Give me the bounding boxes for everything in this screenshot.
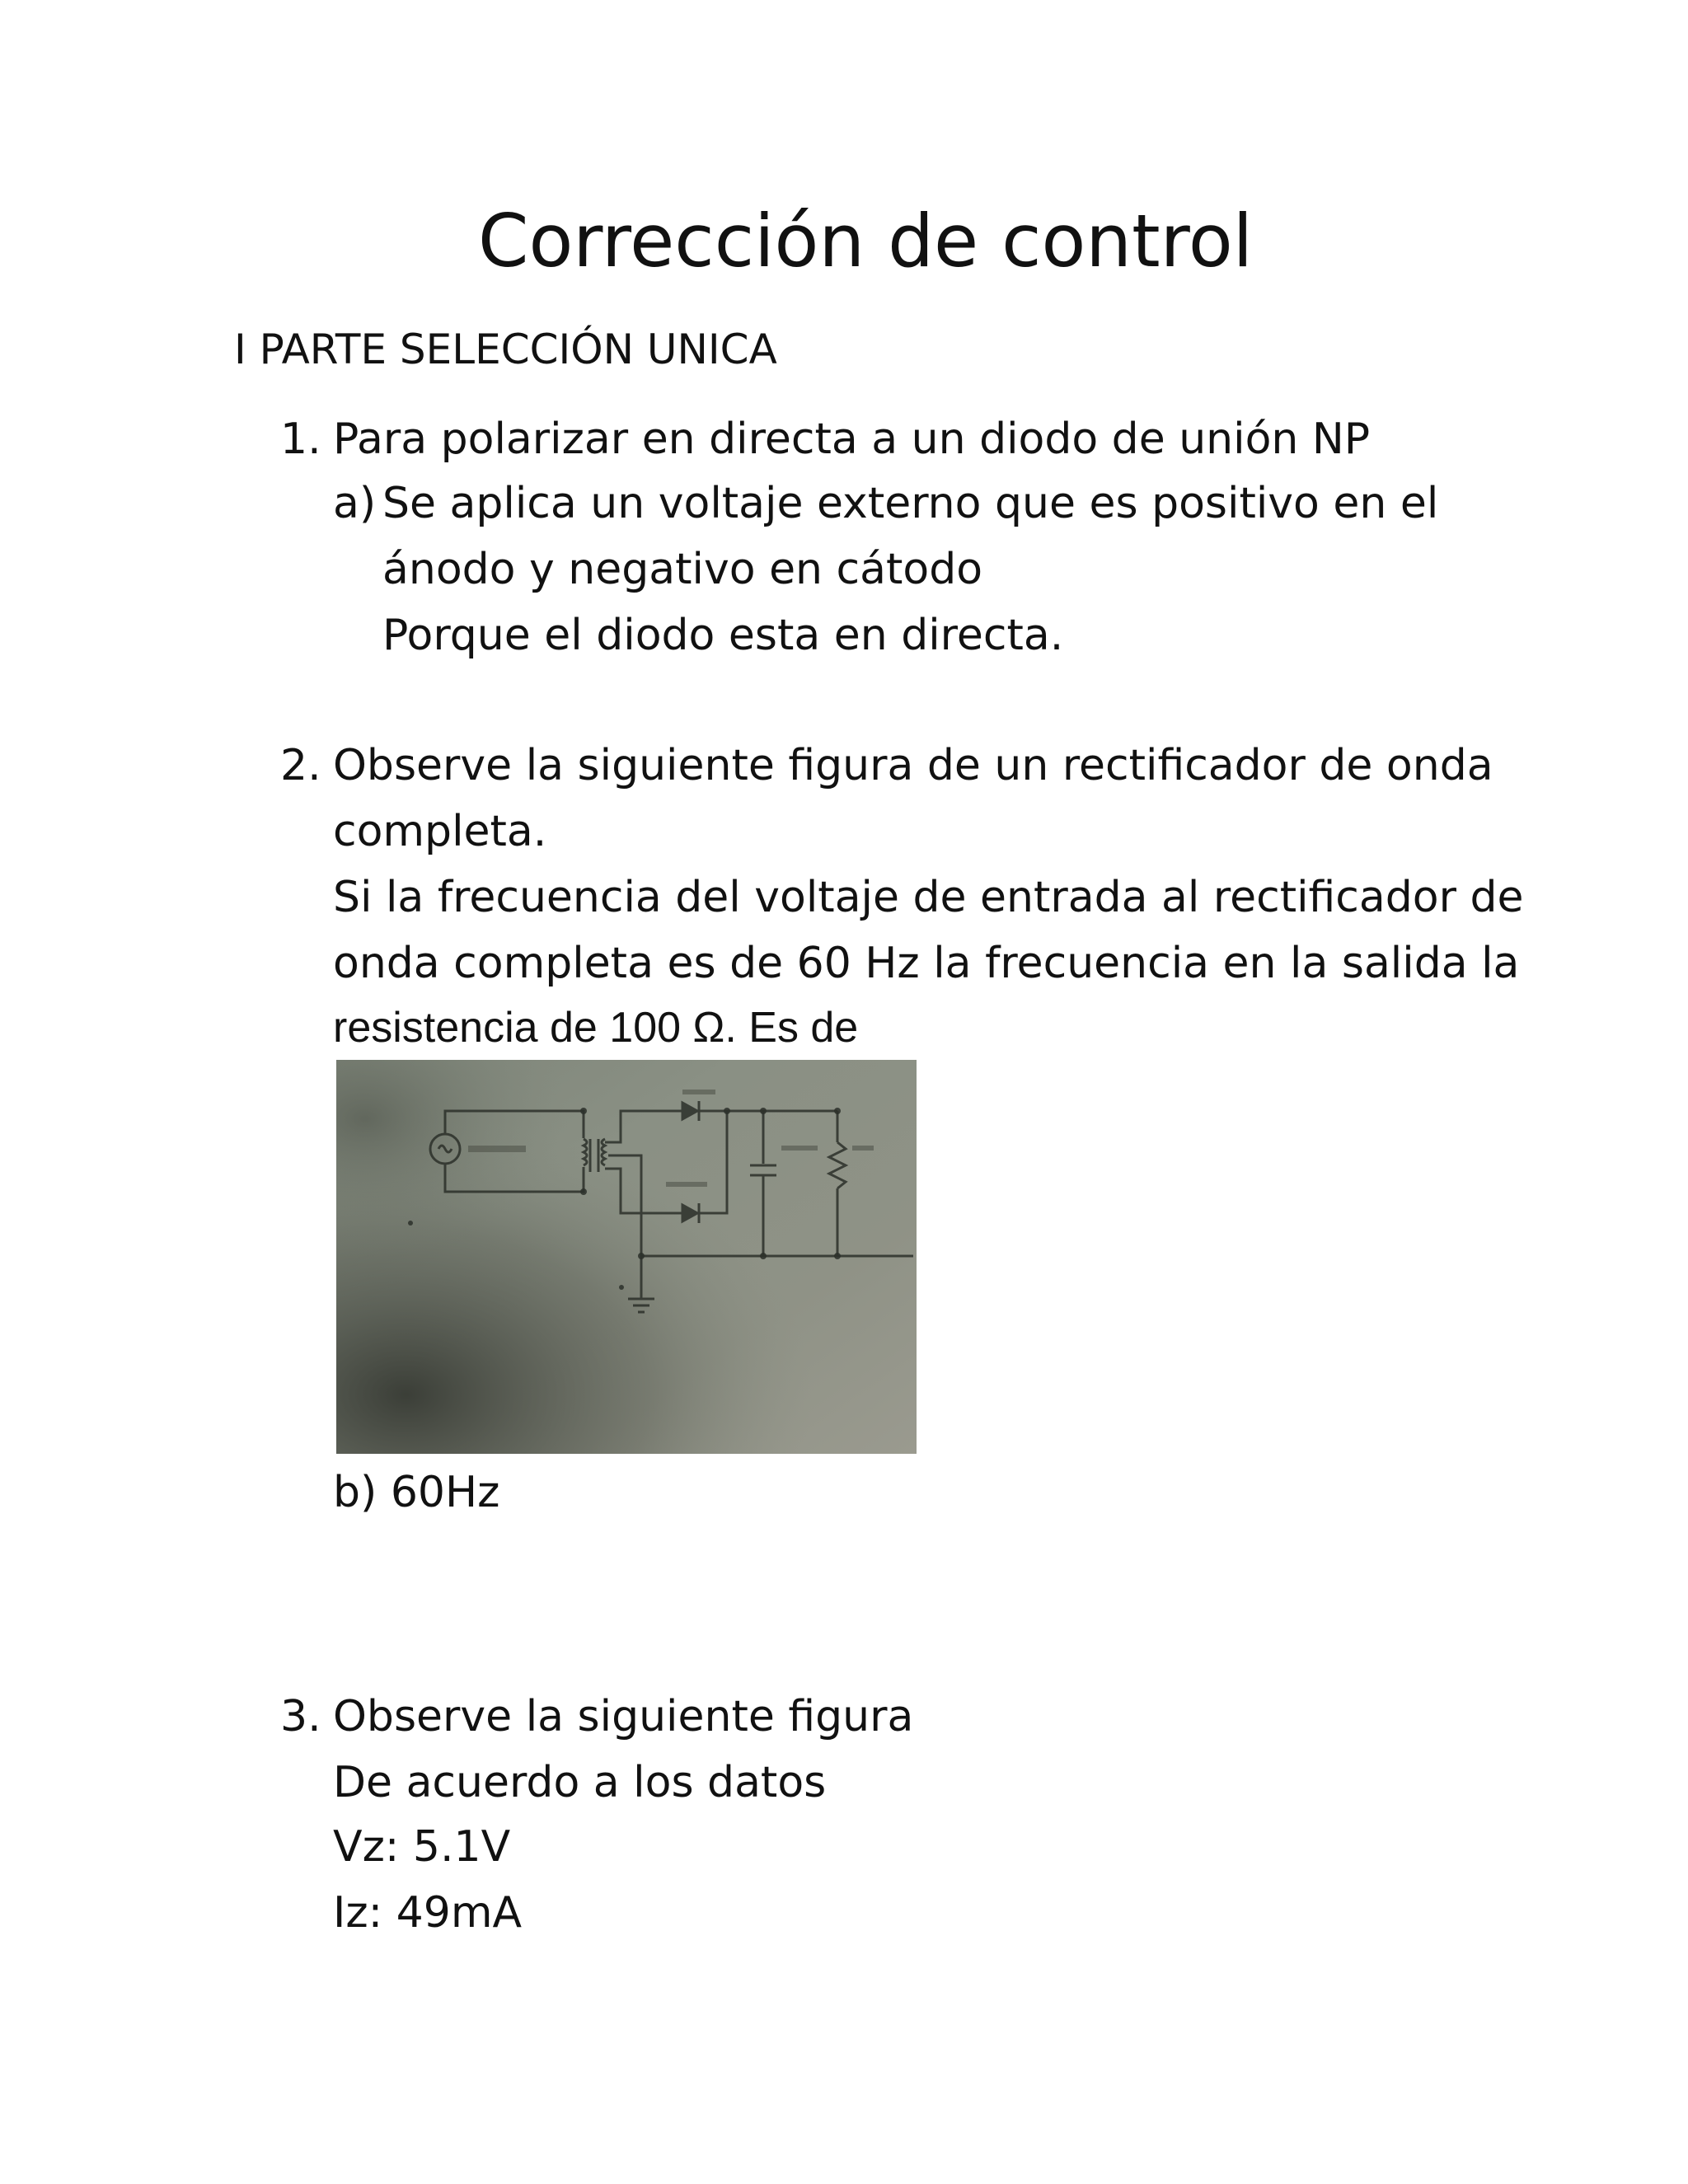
question-1-answer-line: Se aplica un voltaje externo que es positivo en el [382, 479, 1439, 528]
page-title: Corrección de control [478, 199, 1254, 284]
question-3-number: 3. [280, 1692, 321, 1741]
question-3-line: Iz: 49mA [333, 1888, 523, 1938]
question-2-answer: b) 60Hz [333, 1468, 500, 1517]
question-3-line: Vz: 5.1V [333, 1822, 511, 1872]
question-2-line: resistencia de 100 Ω. Es de [333, 1004, 859, 1052]
question-3-line: De acuerdo a los datos [333, 1758, 827, 1807]
question-2-line: Si la frecuencia del voltaje de entrada al rectificador de [333, 873, 1524, 922]
question-2-line: onda completa es de 60 Hz la frecuencia en la salida la [333, 939, 1520, 988]
question-1-answer-line: Porque el diodo esta en directa. [382, 611, 1064, 660]
rectifier-circuit-photo [336, 1060, 917, 1454]
question-1-text: Para polarizar en directa a un diodo de unión NP [333, 415, 1371, 464]
section-heading: I PARTE SELECCIÓN UNICA [234, 326, 777, 373]
question-1-answer-line: ánodo y negativo en cátodo [382, 545, 983, 594]
question-2-line: completa. [333, 807, 547, 856]
question-1-answer-letter: a) [333, 479, 377, 528]
question-2-line: Observe la siguiente figura de un rectificador de onda [333, 741, 1493, 790]
question-2-number: 2. [280, 741, 321, 790]
question-1-number: 1. [280, 415, 321, 464]
question-3-line: Observe la siguiente figura [333, 1692, 914, 1741]
